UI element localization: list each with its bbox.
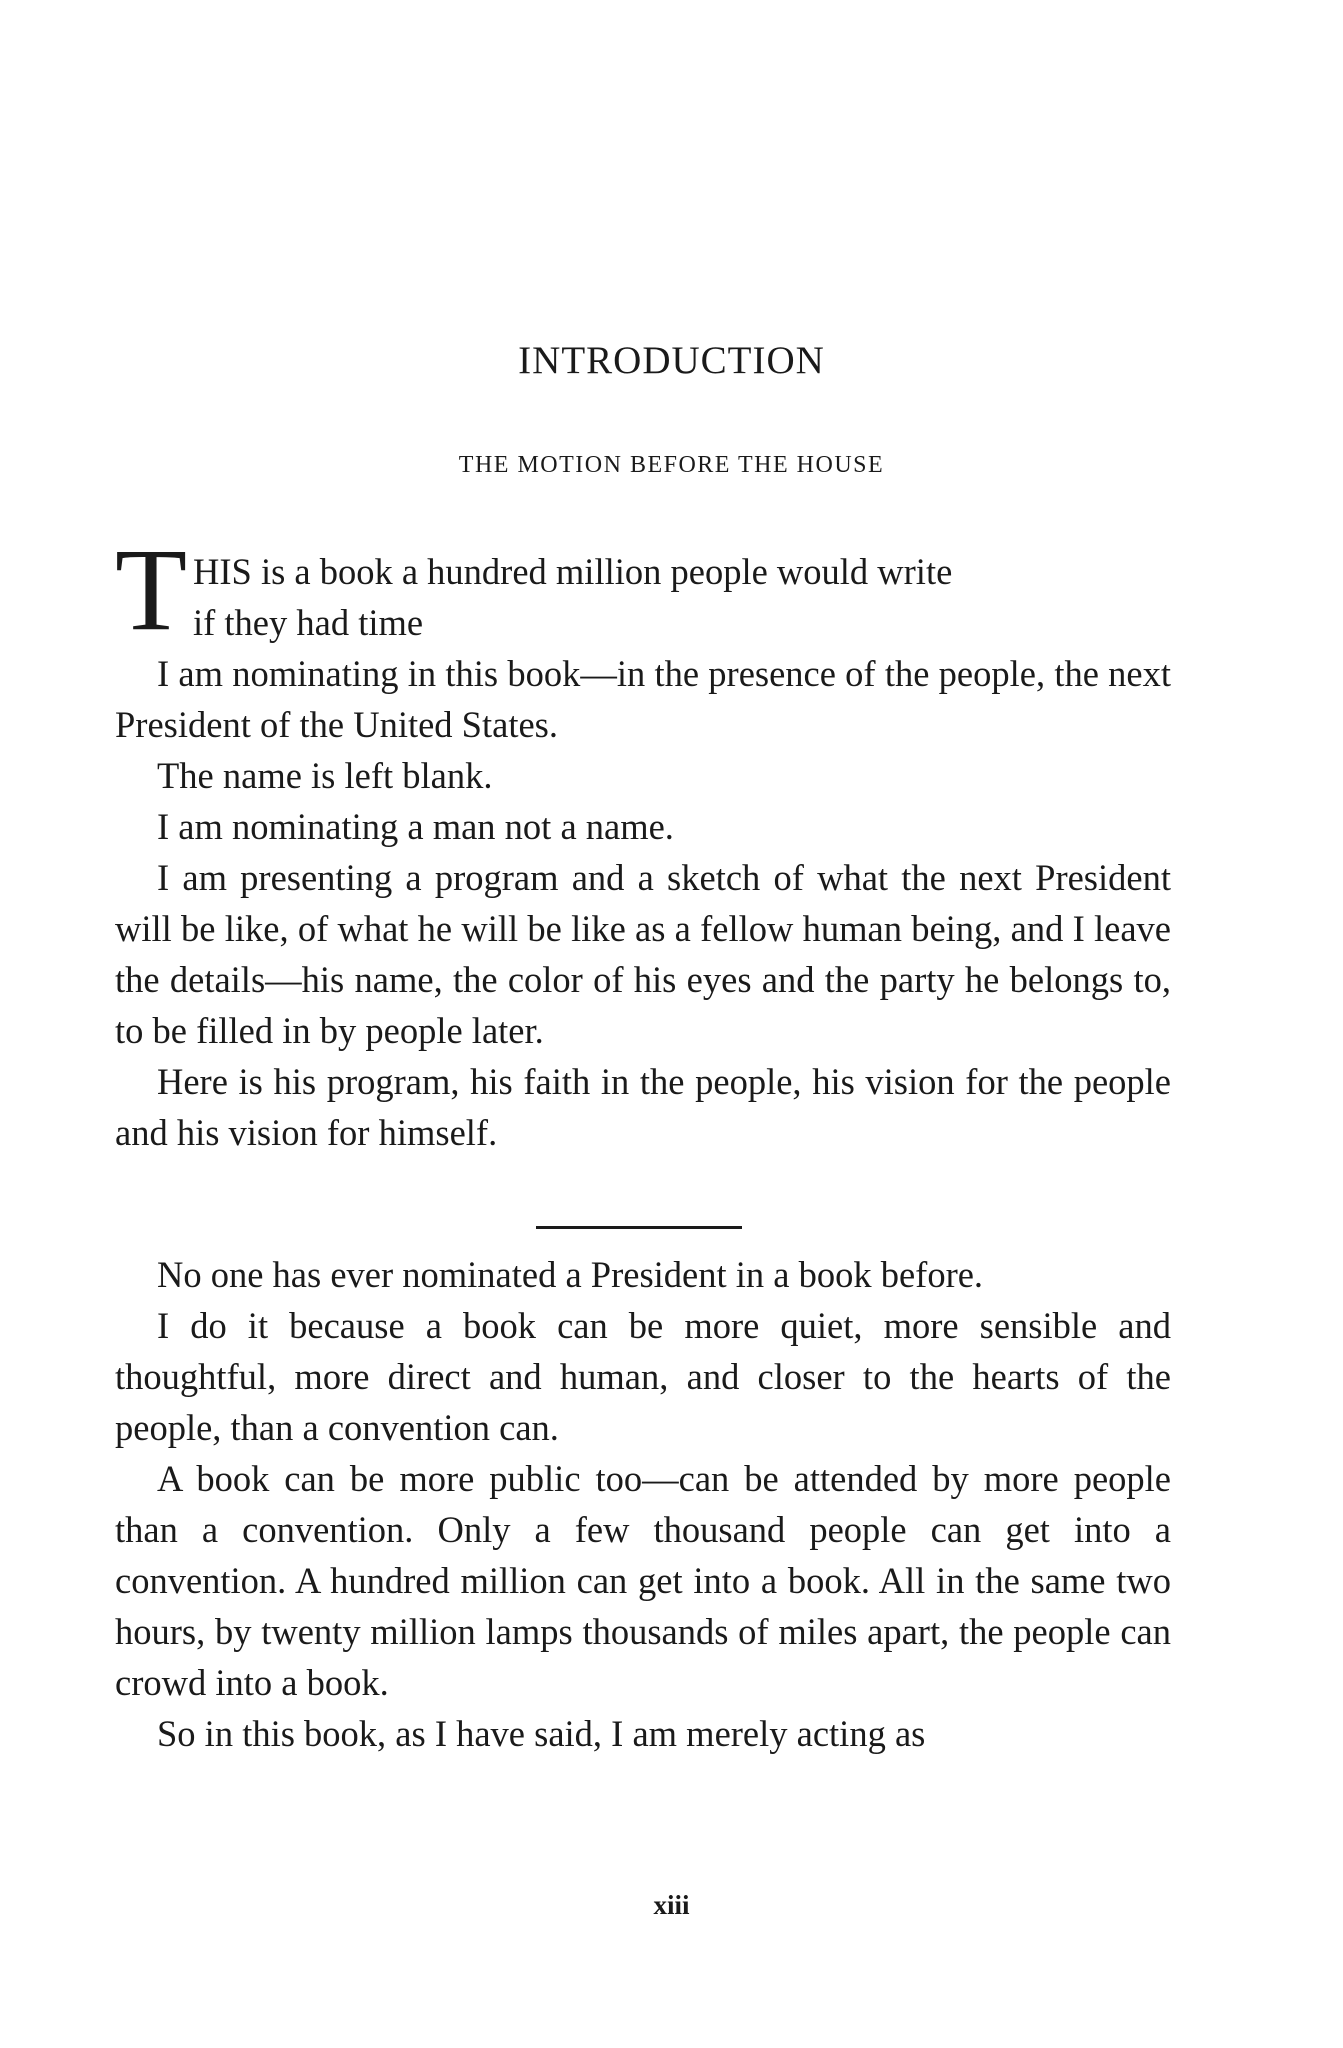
paragraph: No one has ever nominated a President in a book before. — [157, 1254, 984, 1295]
chapter-title: INTRODUCTION — [518, 339, 825, 382]
drop-cap: T — [115, 524, 188, 655]
paragraph: The name is left blank. — [157, 755, 493, 796]
paragraph: I am nominating in this book—in the presence of the people, the next President of the United States. — [115, 653, 1171, 745]
section-two — [115, 1249, 1171, 1759]
paragraph: A book can be more public too—can be attended by more people than a convention. Only a few thousand people can get into a convention. A hundred million can get into a book. All in the same two hours, by twenty million lamps thousands of miles apart, the people can crowd into a book. — [115, 1458, 1171, 1703]
paragraph: So in this book, as I have said, I am merely acting as — [157, 1713, 926, 1754]
lead-line: if they had time — [193, 602, 424, 643]
paragraph: I do it because a book can be more quiet, more sensible and thoughtful, more direct and human, and closer to the hearts of the people, than a convention can. — [115, 1305, 1171, 1448]
paragraph: I am nominating a man not a name. — [157, 806, 674, 847]
lead-line: HIS is a book a hundred million people would write — [193, 551, 953, 592]
section-one — [115, 546, 1171, 1158]
paragraph: Here is his program, his faith in the people, his vision for the people and his vision for himself. — [115, 1061, 1171, 1153]
page-number: xiii — [653, 1890, 690, 1920]
section-divider — [536, 1226, 742, 1229]
chapter-subtitle: THE MOTION BEFORE THE HOUSE — [458, 452, 885, 478]
paragraph: I am presenting a program and a sketch of what the next President will be like, of what he will be like as a fellow human being, and I leave the details—his name, the color of his eyes and the party he belongs to, to be filled in by people later. — [115, 857, 1171, 1051]
